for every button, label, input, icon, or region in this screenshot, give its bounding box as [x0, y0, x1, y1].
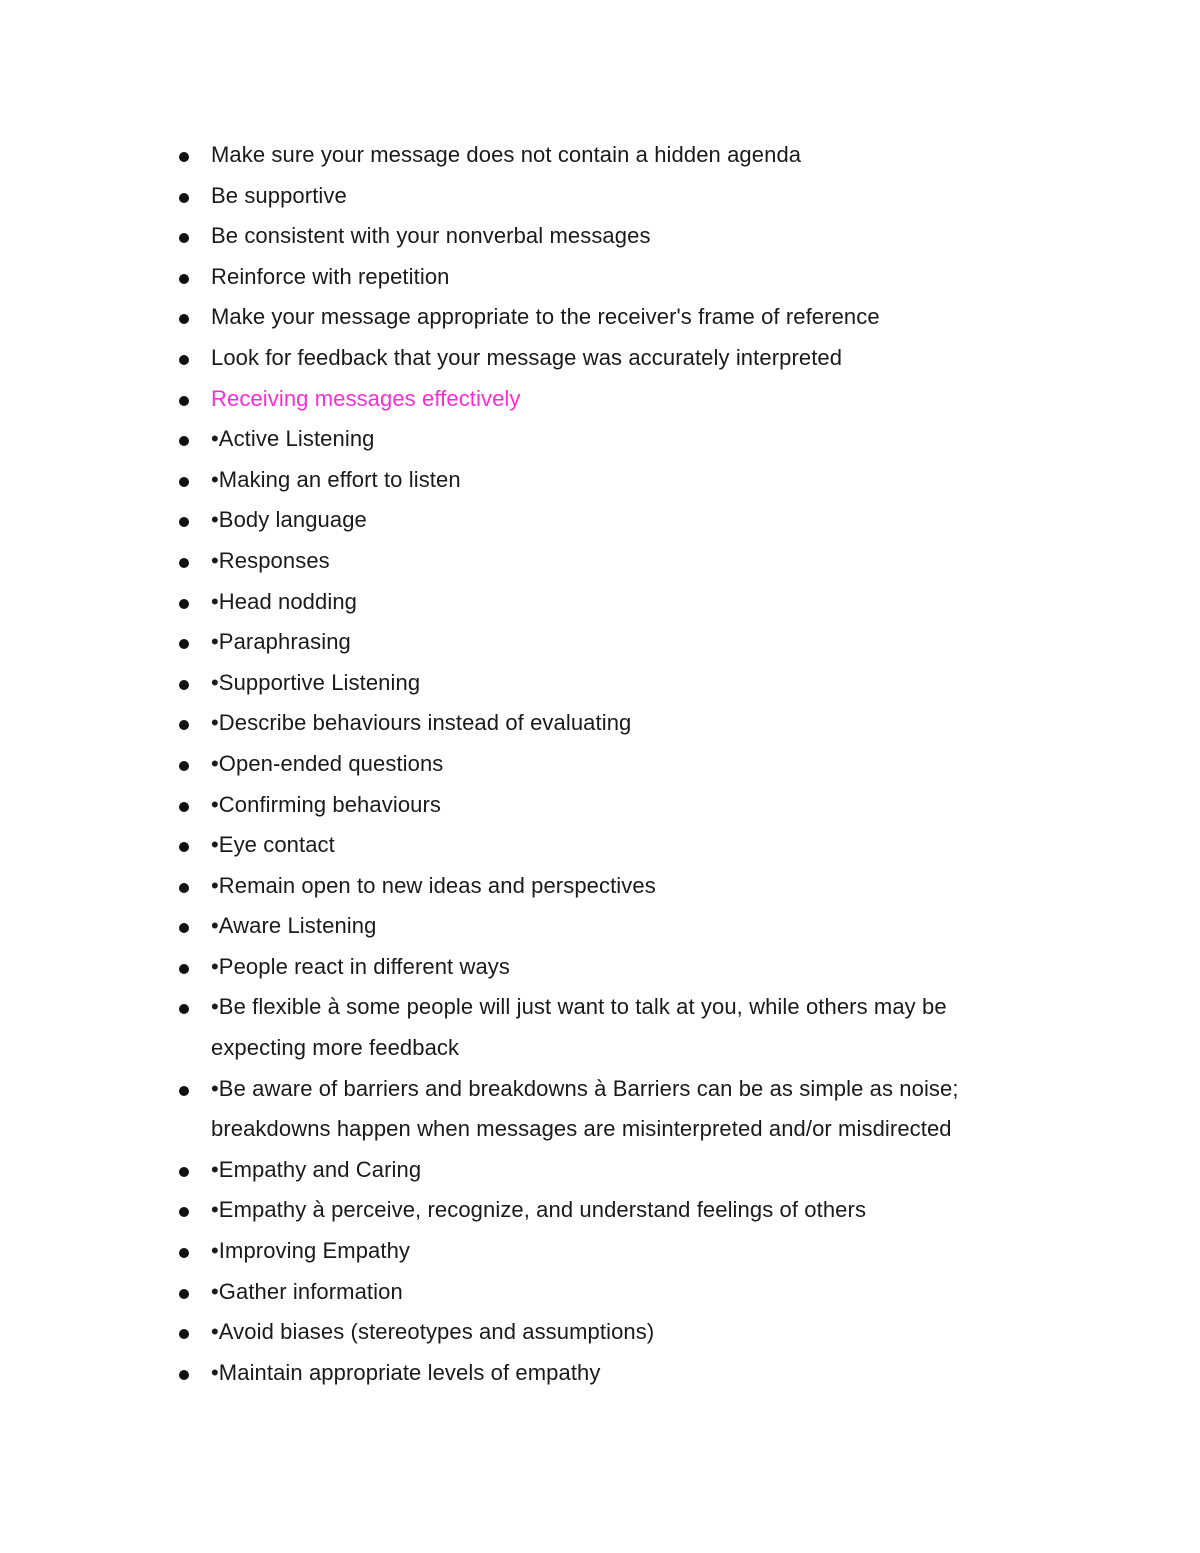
list-item-text: •Maintain appropriate levels of empathy — [211, 1359, 601, 1385]
list-item — [0, 1231, 1200, 1272]
bullet-dot-icon — [179, 1207, 189, 1217]
bullet-dot-icon — [179, 761, 189, 771]
list-item-text: •Body language — [211, 507, 367, 533]
bullet-list — [0, 135, 1200, 1393]
list-item — [0, 419, 1200, 460]
list-item — [0, 1272, 1200, 1313]
list-item-text: Make your message appropriate to the receiver's frame of reference — [211, 304, 880, 330]
bullet-dot-icon — [179, 1329, 189, 1339]
list-item — [0, 500, 1200, 541]
list-item — [0, 866, 1200, 907]
list-item-text: •Eye contact — [211, 832, 335, 858]
list-item — [0, 338, 1200, 379]
list-item-text: •Be aware of barriers and breakdowns à Barriers can be as simple as noise; breakdowns happen when messages are misinterpreted and/or misdirected — [211, 1075, 959, 1142]
list-item-text: Look for feedback that your message was accurately interpreted — [211, 344, 843, 370]
list-item — [0, 906, 1200, 947]
bullet-dot-icon — [179, 355, 189, 365]
bullet-dot-icon — [179, 639, 189, 649]
list-item-text: •Improving Empathy — [211, 1238, 411, 1264]
list-item-text: •Empathy à perceive, recognize, and understand feelings of others — [211, 1197, 867, 1223]
list-item — [0, 663, 1200, 704]
bullet-dot-icon — [179, 1370, 189, 1380]
bullet-dot-icon — [179, 517, 189, 527]
list-item-text: Make sure your message does not contain a hidden agenda — [211, 142, 802, 167]
list-item — [0, 947, 1200, 988]
list-item-text: •Aware Listening — [211, 913, 377, 939]
list-item — [0, 541, 1200, 582]
list-item — [0, 1312, 1200, 1353]
bullet-dot-icon — [179, 923, 189, 933]
bullet-dot-icon — [179, 680, 189, 690]
bullet-dot-icon — [179, 802, 189, 812]
bullet-dot-icon — [179, 720, 189, 730]
list-item-text: •Making an effort to listen — [211, 466, 461, 492]
bullet-dot-icon — [179, 1248, 189, 1258]
bullet-dot-icon — [179, 152, 189, 162]
bullet-dot-icon — [179, 1004, 189, 1014]
list-item — [0, 582, 1200, 623]
list-item — [0, 987, 1200, 1068]
list-item-heading — [0, 379, 1200, 420]
list-item — [0, 1190, 1200, 1231]
bullet-dot-icon — [179, 1289, 189, 1299]
list-item — [0, 785, 1200, 826]
list-item — [0, 460, 1200, 501]
list-item-text: •Paraphrasing — [211, 629, 351, 655]
bullet-dot-icon — [179, 842, 189, 852]
bullet-dot-icon — [179, 477, 189, 487]
list-item — [0, 703, 1200, 744]
bullet-dot-icon — [179, 1086, 189, 1096]
bullet-dot-icon — [179, 233, 189, 243]
list-item-text: •Empathy and Caring — [211, 1156, 422, 1182]
bullet-dot-icon — [179, 599, 189, 609]
list-item — [0, 257, 1200, 298]
list-item — [0, 744, 1200, 785]
list-item-text: Be consistent with your nonverbal messages — [211, 223, 651, 249]
bullet-dot-icon — [179, 1167, 189, 1177]
list-item-text: •Gather information — [211, 1278, 403, 1304]
list-item-text: •Open-ended questions — [211, 750, 444, 776]
list-item — [0, 1069, 1200, 1150]
list-item-text: •Supportive Listening — [211, 669, 421, 695]
list-item — [0, 297, 1200, 338]
bullet-dot-icon — [179, 436, 189, 446]
list-item — [0, 1353, 1200, 1394]
list-item — [0, 1150, 1200, 1191]
bullet-dot-icon — [179, 396, 189, 406]
list-item — [0, 135, 1200, 176]
bullet-dot-icon — [179, 193, 189, 203]
bullet-dot-icon — [179, 964, 189, 974]
bullet-dot-icon — [179, 883, 189, 893]
list-item — [0, 622, 1200, 663]
list-item-text: •Avoid biases (stereotypes and assumptions) — [211, 1319, 655, 1345]
list-item-text: •Head nodding — [211, 588, 358, 614]
list-item — [0, 216, 1200, 257]
list-item — [0, 825, 1200, 866]
list-item-text: •People react in different ways — [211, 953, 511, 979]
list-item-text: •Remain open to new ideas and perspectives — [211, 872, 656, 898]
bullet-dot-icon — [179, 274, 189, 284]
bullet-dot-icon — [179, 558, 189, 568]
list-item-text: •Be flexible à some people will just want to talk at you, while others may be expecting more feedback — [211, 994, 947, 1061]
list-item-text: •Active Listening — [211, 426, 375, 452]
list-item-text: •Describe behaviours instead of evaluating — [211, 710, 632, 736]
list-item-text: Receiving messages effectively — [211, 385, 521, 411]
list-item-text: •Responses — [211, 547, 330, 573]
list-item — [0, 176, 1200, 217]
list-item-text: •Confirming behaviours — [211, 791, 442, 817]
list-item-text: Reinforce with repetition — [211, 263, 450, 289]
bullet-dot-icon — [179, 314, 189, 324]
list-item-text: Be supportive — [211, 182, 347, 208]
